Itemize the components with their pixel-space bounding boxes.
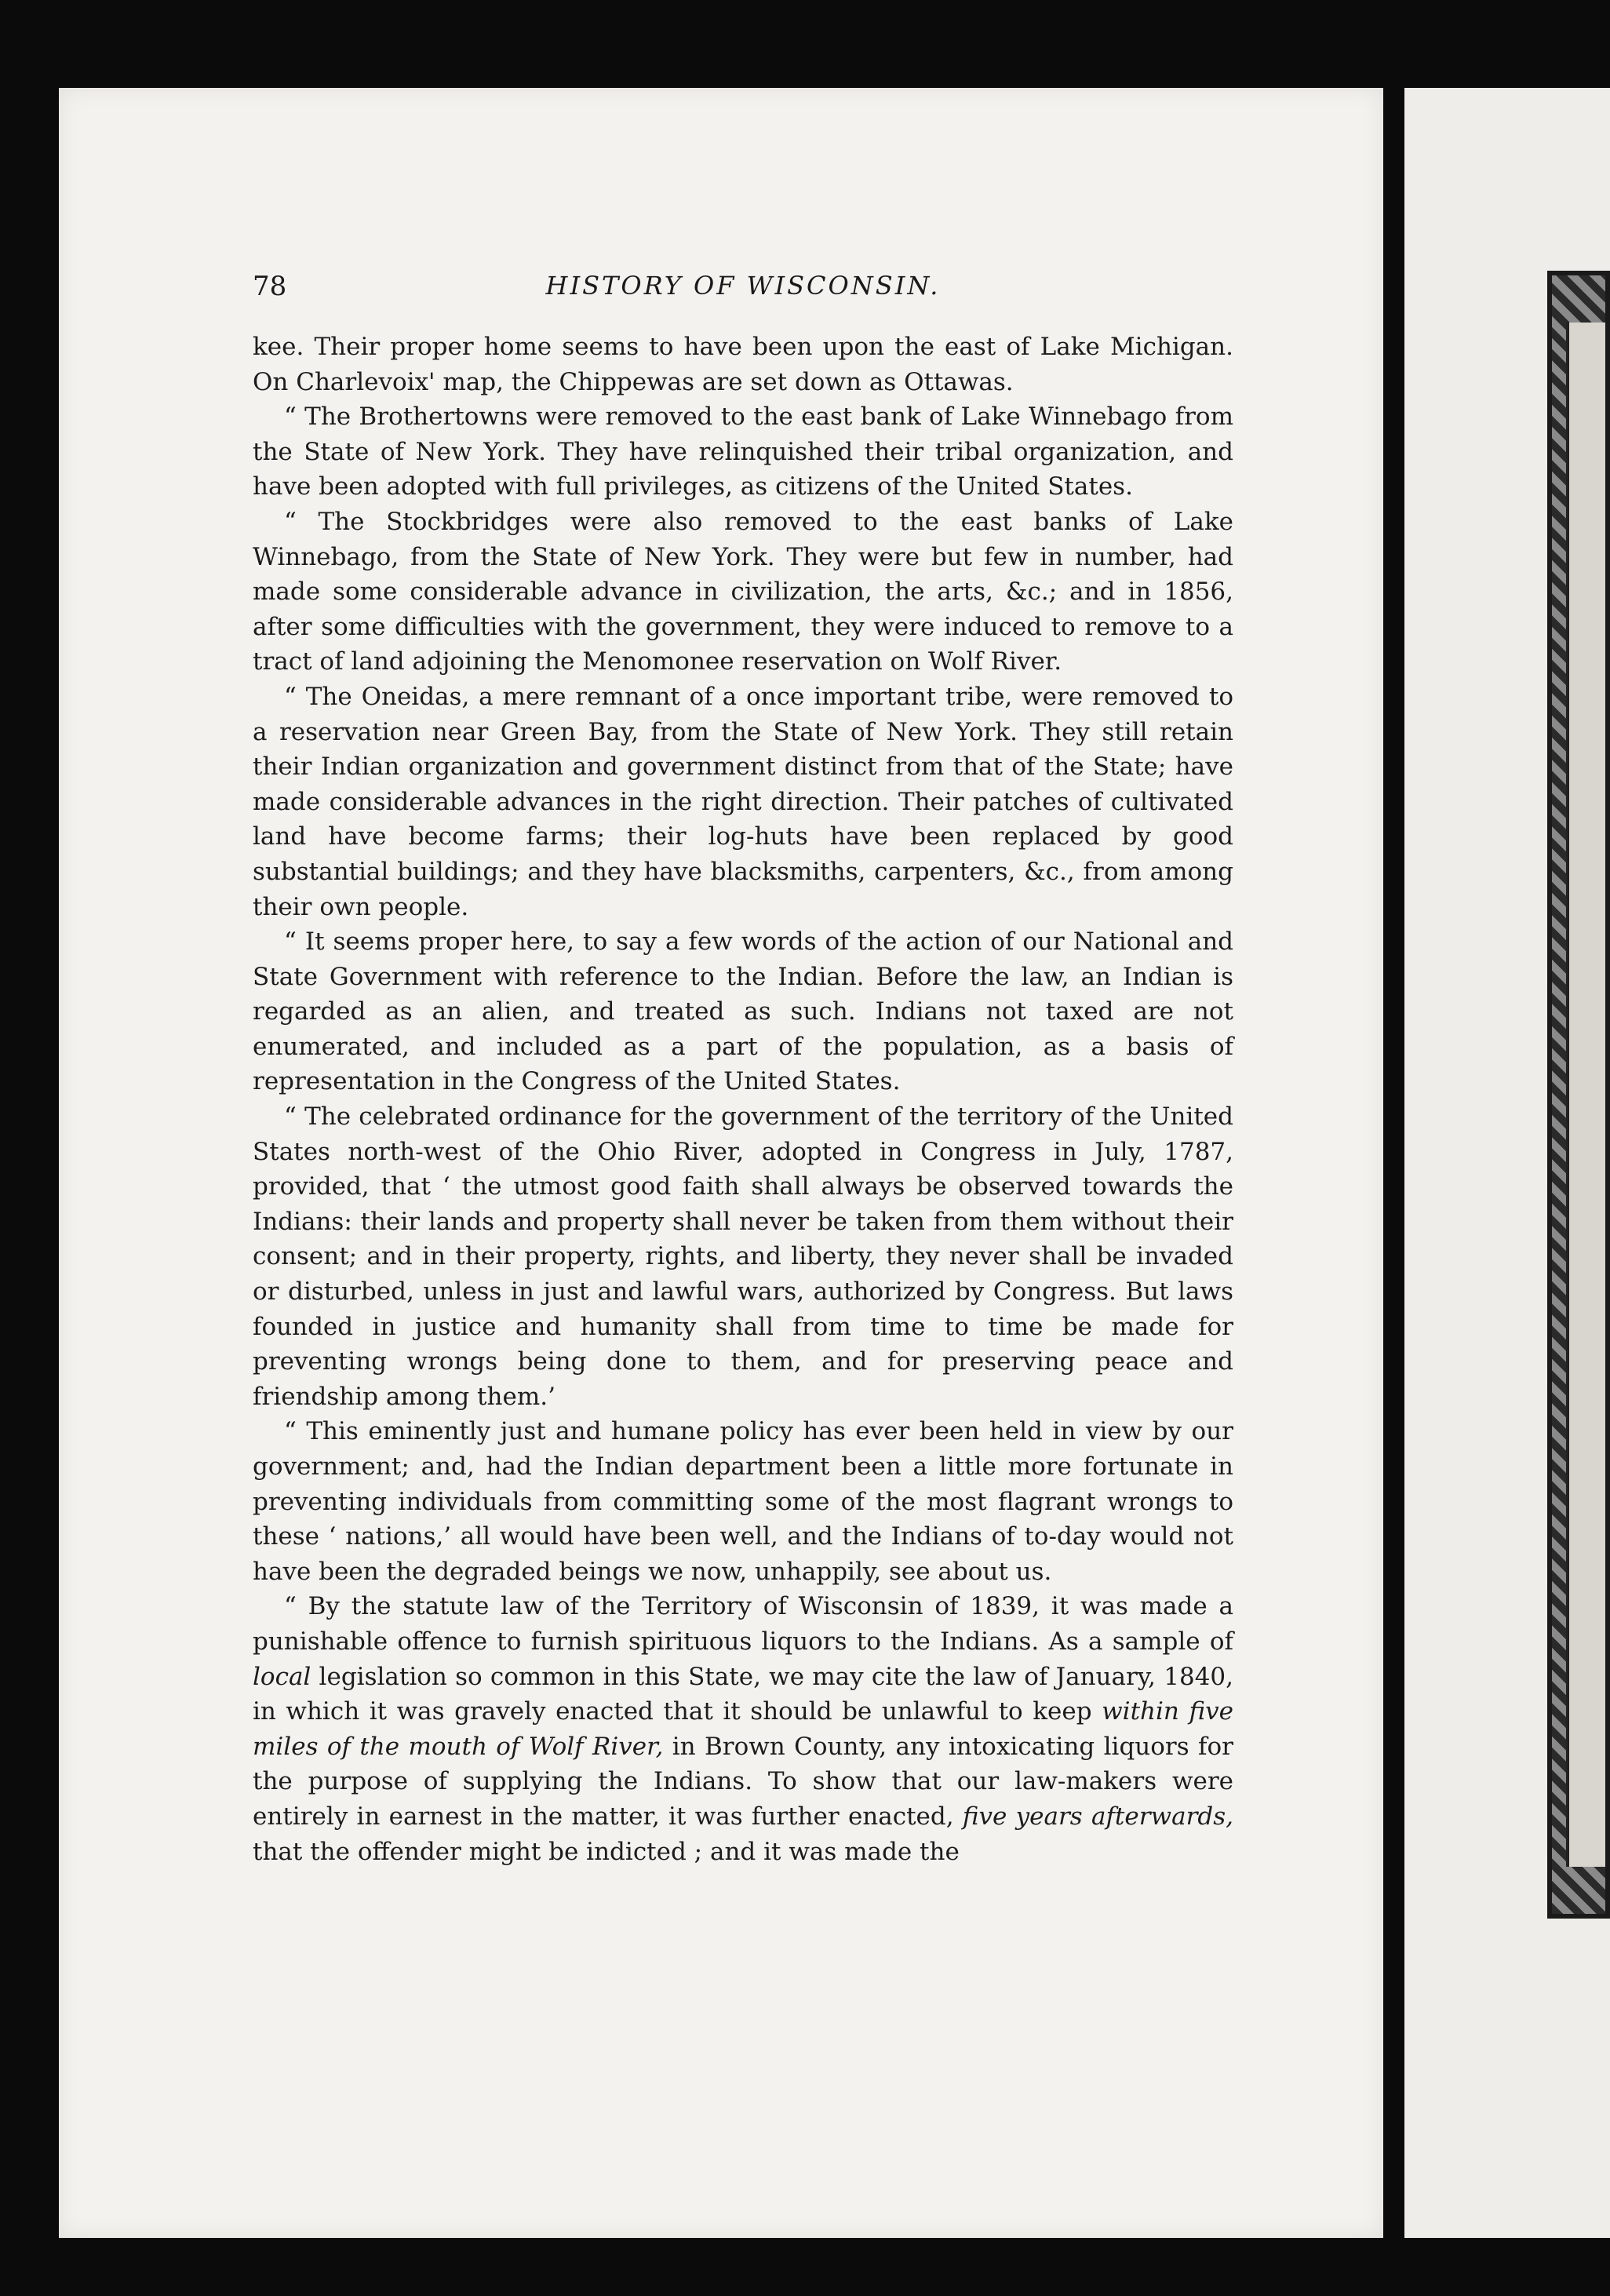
paragraph: “ The celebrated ordinance for the government of the territory of the United States north-west of the Ohio River, adopted in Congress in July, 1787, provided, that ‘ the utmost good faith shall always be observed towards the Indians: their lands and property shall never be taken from them without their consent; and in their property, rights, and liberty, they never shall be invaded or disturbed, unless in just and lawful wars, authorized by Congress. But laws founded in justice and humanity shall from time to time be made for preventing wrongs being done to them, and for preserving peace and friendship among them.’ [253, 1102, 1233, 1411]
italic-run: five years afterwards, [962, 1802, 1233, 1831]
italic-run: within five miles of the mouth of Wolf River, [253, 1697, 1233, 1761]
text-run: legislation so common in this State, we may cite the law of January, 1840, in which it was gravely enacted that it should be unlawful to keep [253, 1662, 1233, 1726]
ornament-panel [1566, 323, 1605, 1867]
paragraph: “ This eminently just and humane policy has ever been held in view by our government; and, had the Indian department been a little more fortunate in preventing individuals from committing some of the most flagrant wrongs to these ‘ nations,’ all would have been well, and the Indians of to-day would not have been the degraded beings we now, unhappily, see about us. [253, 1417, 1233, 1586]
paragraph: “ The Oneidas, a mere remnant of a once important tribe, were removed to a reservation near Green Bay, from the State of New York. They still retain their Indian organization and government distinct from that of the State; have made considerable advances in the right direction. Their patches of cultivated land have become farms; their log-huts have been replaced by good substantial buildings; and they have blacksmiths, carpenters, &c., from among their own people. [253, 682, 1233, 921]
running-head: HISTORY OF WISCONSIN. [545, 271, 941, 301]
paragraph: kee. Their proper home seems to have been upon the east of Lake Michigan. On Charlevoix' map, the Chippewas are set down as Ottawas. [253, 333, 1233, 396]
italic-run: local [253, 1662, 311, 1691]
text-run: that the offender might be indicted ; and it was made the [253, 1837, 960, 1866]
paragraph-last [253, 1589, 1233, 1869]
text-run: in Brown County, any intoxicating liquors for the purpose of supplying the Indians. To show that our law-makers were entirely in earnest in the matter, it was further enacted, [253, 1732, 1233, 1831]
text-run: “ By the statute law of the Territory of Wisconsin of 1839, it was made a punishable offence to furnish spirituous liquors to the Indians. As a sample of [253, 1592, 1233, 1656]
paragraph: “ The Brothertowns were removed to the east bank of Lake Winnebago from the State of New York. They have relinquished their tribal organization, and have been adopted with full privileges, as citizens of the United States. [253, 403, 1233, 501]
page-header [253, 271, 1233, 310]
paragraph: “ It seems proper here, to say a few words of the action of our National and State Government with reference to the Indian. Before the law, an Indian is regarded as an alien, and treated as such. Indians not taxed are not enumerated, and included as a part of the population, as a basis of representation in the Congress of the United States. [253, 928, 1233, 1096]
page-number: 78 [253, 271, 287, 302]
paragraph: “ The Stockbridges were also removed to the east banks of Lake Winnebago, from the State of New York. They were but few in number, had made some considerable advance in civilization, the arts, &c.; and in 1856, after some difficulties with the government, they were induced to remove to a tract of land adjoining the Menomonee reservation on Wolf River. [253, 507, 1233, 676]
ornamental-border [1547, 271, 1610, 1919]
body-text [253, 330, 1233, 1869]
